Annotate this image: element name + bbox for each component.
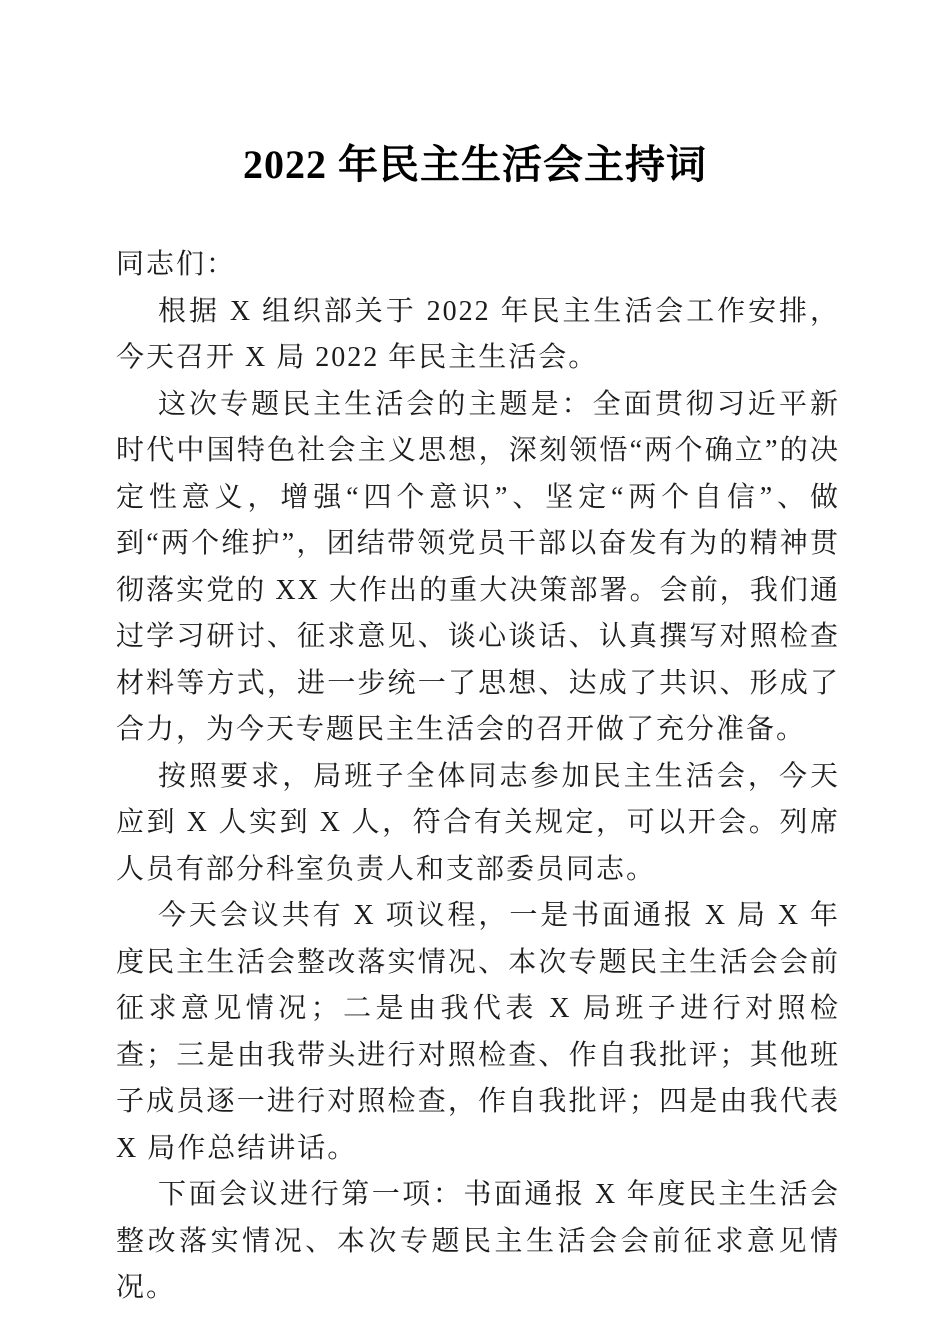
document-body <box>116 242 840 1312</box>
paragraph-salutation: 同志们： <box>116 249 237 280</box>
paragraph-theme: 这次专题民主生活会的主题是：全面贯彻习近平新时代中国特色社会主义思想，深刻领悟“两个确立”的决定性意义，增强“四个意识”、坚定“两个自信”、做到“两个维护”，团结带领党员干部以奋发有为的精神贯彻落实党的 XX 大作出的重大决策部署。会前，我们通过学习研讨、征求意见、谈心谈话、认真撰写对照检查材料等方式，进一步统一了思想、达成了共识、形成了合力，为今天专题民主生活会的召开做了充分准备。 <box>116 388 840 745</box>
paragraph-opening: 根据 X 组织部关于 2022 年民主生活会工作安排，今天召开 X 局 2022 年民主生活会。 <box>116 295 840 373</box>
paragraph-attendance: 按照要求，局班子全体同志参加民主生活会，今天应到 X 人实到 X 人，符合有关规定，可以开会。列席人员有部分科室负责人和支部委员同志。 <box>116 760 840 885</box>
document-title: 2022 年民主生活会主持词 <box>243 142 707 187</box>
paragraph-agenda: 今天会议共有 X 项议程，一是书面通报 X 局 X 年度民主生活会整改落实情况、本次专题民主生活会会前征求意见情况；二是由我代表 X 局班子进行对照检查；三是由我带头进行对照检查、作自我批评；其他班子成员逐一进行对照检查，作自我批评；四是由我代表 X 局作总结讲话。 <box>116 900 840 1164</box>
paragraph-first-item: 下面会议进行第一项：书面通报 X 年度民主生活会整改落实情况、本次专题民主生活会会前征求意见情况。 <box>116 1179 840 1303</box>
